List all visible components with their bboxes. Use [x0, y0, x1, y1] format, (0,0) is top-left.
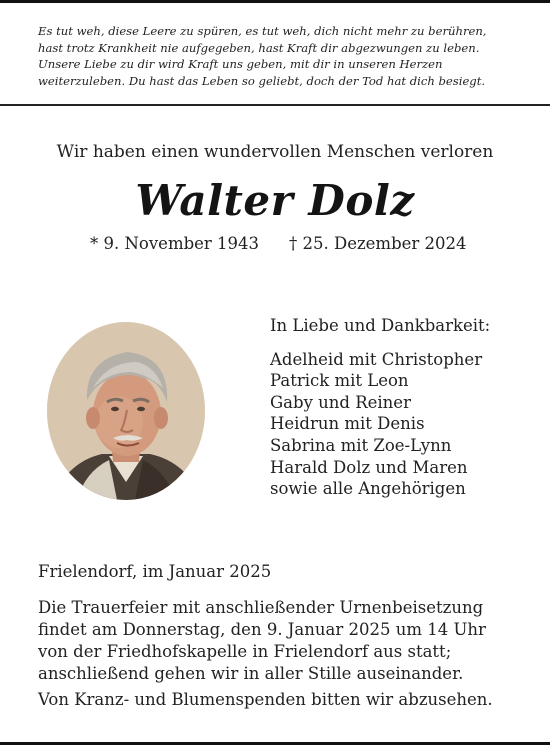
- death-date: † 25. Dezember 2024: [289, 234, 467, 253]
- ceremony-line: Die Trauerfeier mit anschließender Urnenbeisetzung: [38, 598, 484, 617]
- portrait-illustration: [47, 322, 205, 500]
- divider-rule: [0, 104, 550, 106]
- place-and-date: Frielendorf, im Januar 2025: [38, 562, 272, 581]
- mourners-heading: In Liebe und Dankbarkeit:: [270, 316, 491, 335]
- mourner-name: Sabrina mit Zoe-Lynn: [270, 435, 452, 455]
- ceremony-line: findet am Donnerstag, den 9. Januar 2025 um 14 Uhr: [38, 620, 486, 639]
- mourners-block: [270, 315, 530, 500]
- deceased-name: Walter Dolz: [135, 176, 415, 225]
- ceremony-line: anschließend gehen wir in aller Stille auseinander.: [38, 664, 464, 683]
- mourner-name: Heidrun mit Denis: [270, 414, 425, 434]
- poem-block: [38, 23, 508, 89]
- mourner-name: sowie alle Angehörigen: [270, 479, 466, 499]
- poem-line: Es tut weh, diese Leere zu spüren, es tut weh, dich nicht mehr zu berühren,: [38, 24, 487, 38]
- mourner-name: Gaby und Reiner: [270, 392, 411, 412]
- top-border-rule: [0, 0, 550, 3]
- mourner-name: Patrick mit Leon: [270, 371, 409, 391]
- mourner-name: Harald Dolz und Maren: [270, 457, 468, 477]
- poem-line: weiterzuleben. Du hast das Leben so geliebt, doch der Tod hat dich besiegt.: [38, 73, 486, 88]
- mourner-name: Adelheid mit Christopher: [270, 349, 483, 369]
- birth-date: * 9. November 1943: [90, 234, 260, 253]
- portrait-photo: [47, 322, 205, 500]
- intro-text: Wir haben einen wundervollen Menschen verloren: [56, 142, 494, 162]
- ceremony-line: von der Friedhofskapelle in Frielendorf aus statt;: [38, 642, 452, 661]
- poem-line: Unsere Liebe zu dir wird Kraft uns geben, mit dir in unseren Herzen: [38, 57, 443, 71]
- ceremony-info: [38, 597, 518, 685]
- poem-line: hast trotz Krankheit nie aufgegeben, hast Kraft dir abgezwungen zu leben.: [38, 40, 480, 55]
- flowers-note: Von Kranz- und Blumenspenden bitten wir abzusehen.: [38, 690, 493, 709]
